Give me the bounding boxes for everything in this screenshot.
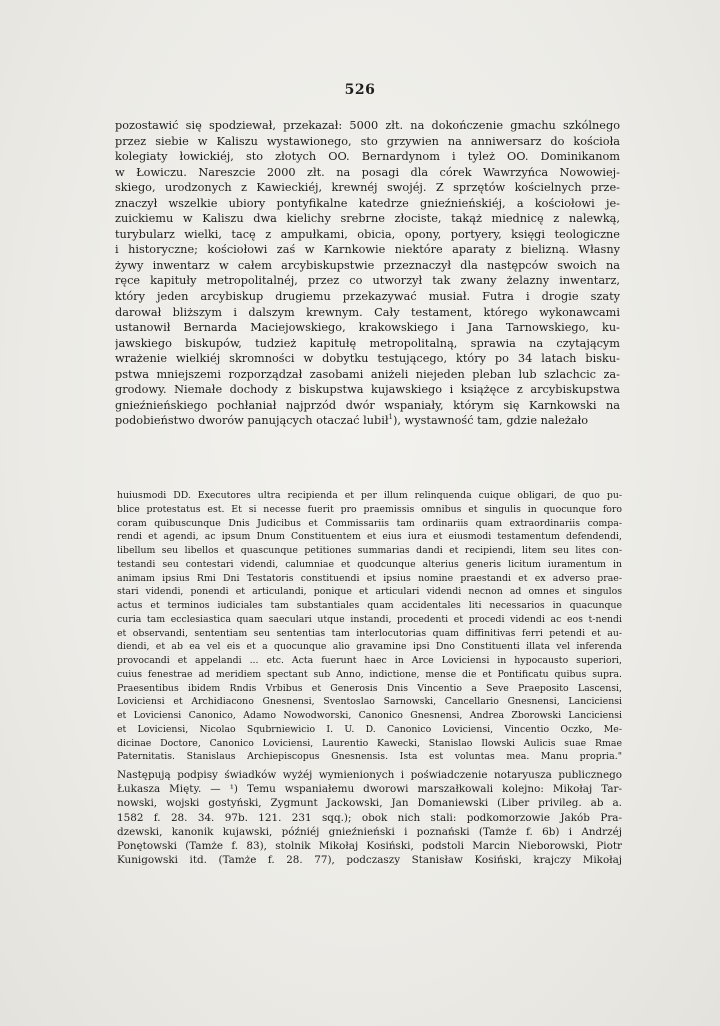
- footnote-line: testandi seu contestari videndi, calumniae et quodcunque alterius generis licitum iuramentum in: [117, 558, 622, 570]
- footnote-line: Kunigowski itd. (Tamże f. 28. 77), podczaszy Stanisław Kosiński, krajczy Mikołaj: [117, 854, 622, 867]
- footnote-line: blice protestatus est. Et si necesse fuerit pro praemissis omnibus et singulis in quocunque foro: [117, 503, 622, 515]
- footnote-line: Następują podpisy świadków wyżéj wymienionych i poświadczenie notaryusza publicznego: [117, 769, 622, 781]
- line-text: ), wystawność tam, gdzie należało: [392, 414, 589, 428]
- main-text-line: który jeden arcybiskup drugiemu przekazywać musiał. Futra i drogie szaty: [115, 290, 620, 304]
- footnote-line: Paternitatis. Stanislaus Archiepiscopus Gnesnensis. Ista est voluntas mea. Manu propria.": [117, 751, 622, 763]
- footnote-line: coram quibuscunque Dnis Judicibus et Commissariis tam ordinariis quam extraordinariis compa-: [117, 517, 622, 529]
- main-text-line: ręce kapituły metropolitalnéj, przez co utworzył tak zwany żelazny inwentarz,: [115, 274, 620, 288]
- footnote-line: rendi et agendi, ac ipsum Dnum Constituentem et eius iura et eiusmodi testamentum defendendi,: [117, 531, 622, 543]
- main-text-line: ustanowił Bernarda Maciejowskiego, krakowskiego i Jana Tarnowskiego, ku-: [115, 321, 620, 335]
- line-text: podobieństwo dworów panujących otaczać lubił: [115, 414, 389, 428]
- footnote-line: stari videndi, ponendi et articulandi, ponique et articulari videndi necnon ad omnes et singulos: [117, 586, 622, 598]
- footnote-line: dzewski, kanonik kujawski, późniéj gnieźnieński i poznański (Tamże f. 6b) i Andrzéj: [117, 825, 622, 838]
- main-text-line: w Łowiczu. Nareszcie 2000 złt. na posagi dla córek Wawrzyńca Nowowiej-: [115, 165, 620, 179]
- footnote-line: 1582 f. 28. 34. 97b. 121. 231 sqq.); obok nich stali: podkomorzowie Jakób Pra-: [117, 811, 622, 824]
- footnote-line: actus et terminos iudiciales tam substantiales quam accidentales liti necessarios in quacunque: [117, 600, 622, 611]
- footnote-line: libellum seu libellos et quascunque petitiones summarias dandi et recipiendi, litem seu lites con-: [117, 545, 622, 556]
- main-text-line: jawskiego biskupów, tudzież kapitułę metropolitalną, sprawia na czytającym: [115, 336, 620, 350]
- main-text-line: i historyczne; kościołowi zaś w Karnkowie niektóre aparaty z bielizną. Własny: [115, 243, 620, 257]
- footnote-latin-block: [117, 489, 622, 764]
- footnote-line: provocandi et appelandi ... etc. Acta fuerunt haec in Arce Loviciensi in hypocausto superiori,: [117, 655, 622, 666]
- footnote-line: animam ipsius Rmi Dni Testatoris constituendi et ipsius nomine praestandi et ex adverso prae-: [117, 572, 622, 584]
- footnote-line: huiusmodi DD. Executores ultra recipienda et per illum relinquenda cuique obligari, de quo pu-: [117, 490, 622, 501]
- page-number: 526: [344, 82, 376, 98]
- footnote-line: diendi, et ab ea vel eis et a quocunque alio gravamine ipsi Dno Constituenti illata vel inferenda: [117, 641, 622, 653]
- main-text-line: kolegiaty łowickiéj, sto złotych OO. Bernardynom i tyleż OO. Dominikanom: [115, 150, 620, 164]
- main-text-line: przez siebie w Kaliszu wystawionego, sto grzywien na anniwersarz do kościoła: [115, 134, 620, 148]
- main-text-line: darował bliższym i dalszym krewnym. Cały testament, którego wykonawcami: [115, 305, 620, 319]
- main-text-line: zuickiemu w Kaliszu dwa kielichy srebrne złociste, takąż miednicę z nalewką,: [115, 212, 620, 226]
- main-text-line: grodowy. Niemałe dochody z biskupstwa kujawskiego i książęce z arcybiskupstwa: [115, 383, 620, 397]
- footnote-line: curia tam ecclesiastica quam saeculari utque instandi, procedenti et procedi videndi ac eos t-nendi: [117, 613, 622, 625]
- footnote-marker: 1: [388, 413, 393, 422]
- footnote-line: Loviciensi et Archidiacono Gnesnensi, Sventoslao Sarnowski, Cancellario Gnesnensi, Lanciciensi: [117, 696, 622, 708]
- footnote-line: Praesentibus ibidem Rndis Vrbibus et Generosis Dnis Vincentio a Seve Praeposito Lascensi,: [117, 682, 622, 694]
- main-text-line: żywy inwentarz w całem arcybiskupstwie przeznaczył dla następców swoich na: [115, 258, 620, 272]
- footnote-line: dicinae Doctore, Canonico Loviciensi, Laurentio Kawecki, Stanislao Ilowski Aulicis suae Rmae: [117, 737, 622, 749]
- main-text-line: wrażenie wielkiéj skromności w dobytku testującego, który po 34 latach bisku-: [115, 352, 620, 366]
- footnote-line: et Loviciensi Canonico, Adamo Nowodworski, Canonico Gnesnensi, Andrea Zborowski Lanciciensi: [117, 710, 622, 721]
- main-text-line: skiego, urodzonych z Kawieckiéj, krewnéj swojéj. Z sprzętów kościelnych prze-: [115, 181, 620, 195]
- main-text-block: [115, 118, 620, 429]
- footnote-line: Łukasza Mięty. — ¹) Temu wspaniałemu dworowi marszałkowali kolejno: Mikołaj Tar-: [117, 783, 622, 796]
- main-text-line: gnieźnieńskiego pochłaniał najprzód dwór wspaniały, którym się Karnkowski na: [115, 398, 620, 412]
- footnote-polish-block: [117, 768, 622, 867]
- footnote-line: cuius fenestrae ad meridiem spectant sub Anno, indictione, mense die et Pontificatu quibus supra.: [117, 668, 622, 680]
- footnote-line: Ponętowski (Tamże f. 83), stolnik Mikołaj Kosiński, podstoli Marcin Nieborowski, Piotr: [117, 840, 622, 853]
- footnote-line: nowski, wojski gostyński, Zygmunt Jackowski, Jan Domaniewski (Liber privileg. ab a.: [117, 797, 622, 810]
- main-text-line: pozostawić się spodziewał, przekazał: 5000 złt. na dokończenie gmachu szkólnego: [115, 119, 620, 132]
- footnote-line: et observandi, sententiam seu sententias tam interlocutorias quam diffinitivas ferri petendi et au-: [117, 627, 622, 639]
- main-text-line: [115, 413, 620, 429]
- main-text-line: turybularz wielki, tacę z ampułkami, obicia, opony, portyery, księgi teologiczne: [115, 227, 620, 241]
- footnote-line: et Loviciensi, Nicolao Squbrniewicio I. U. D. Canonico Loviciensi, Vincentio Oczko, Me-: [117, 723, 622, 735]
- main-text-line: znaczył wszelkie ubiory pontyfikalne katedrze gnieźnieńskiéj, a kościołowi je-: [115, 196, 620, 210]
- main-text-line: pstwa mniejszemi rozporządzał zasobami aniżeli niejeden pleban lub szlachcic za-: [115, 367, 620, 381]
